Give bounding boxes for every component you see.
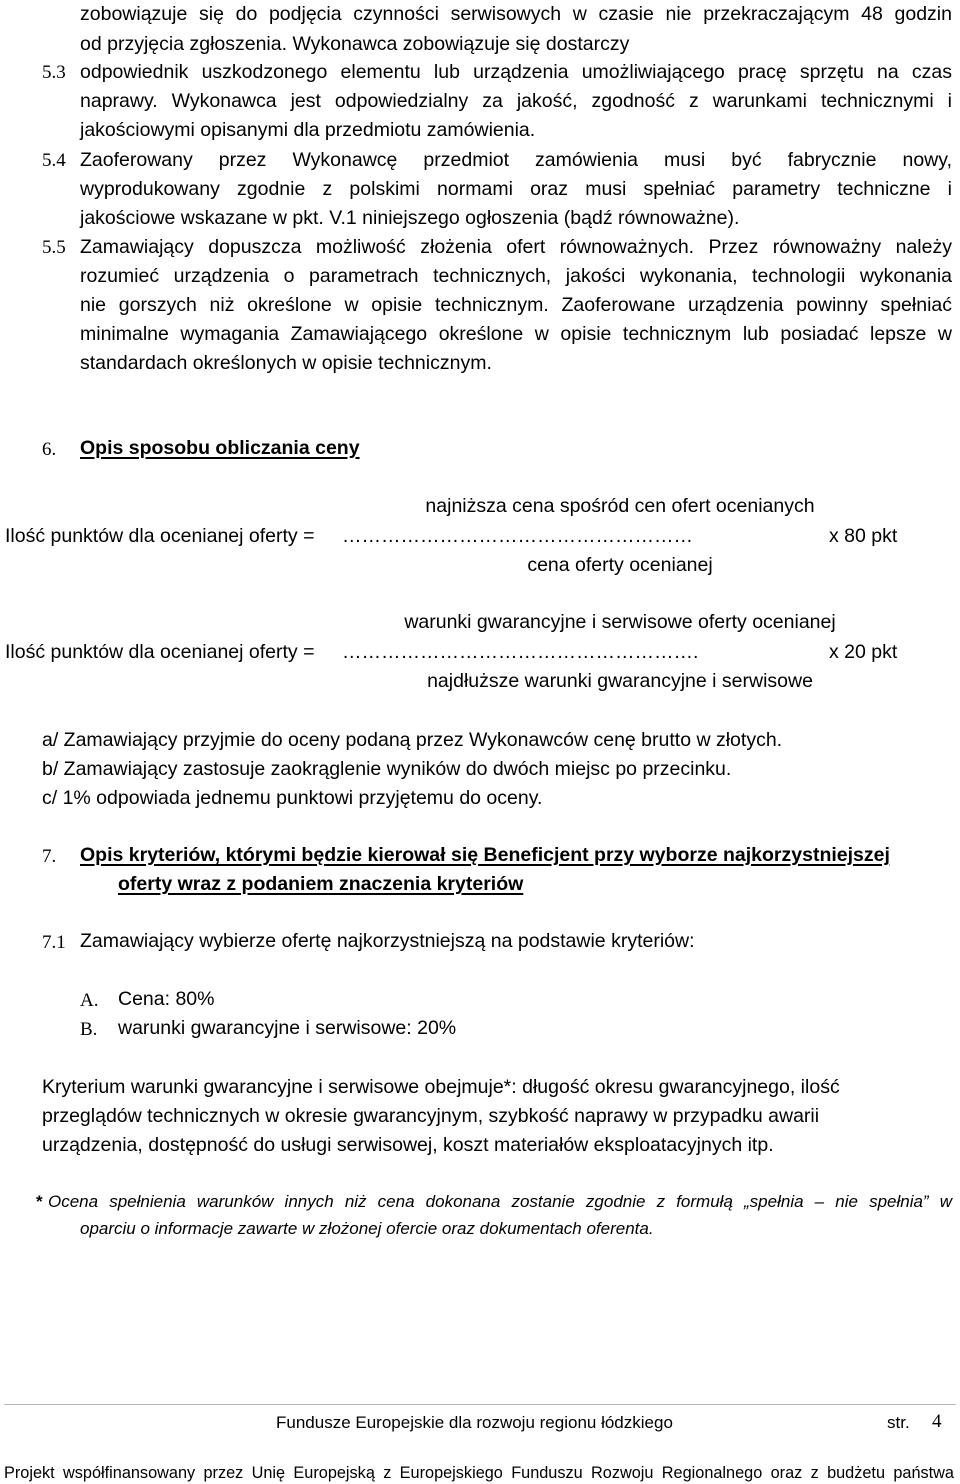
note-line: c/ 1% odpowiada jednemu punktowi przyjętemu do oceny.	[42, 787, 543, 809]
list-item: Cena: 80%	[118, 988, 215, 1010]
body-line: Zaoferowany przez Wykonawcę przedmiot zamówienia musi być fabrycznie nowy,	[80, 149, 952, 171]
item-number: 5.5	[42, 237, 66, 258]
body-line: minimalne wymagania Zamawiającego określone w opisie technicznym lub posiadać lepsze w	[80, 323, 952, 345]
list-letter: B.	[80, 1019, 98, 1040]
formula-label: Ilość punktów dla ocenianej oferty =	[5, 641, 315, 663]
body-line: rozumieć urządzenia o parametrach technicznych, jakości wykonania, technologii wykonania	[80, 265, 952, 287]
body-line: naprawy. Wykonawca jest odpowiedzialny za jakość, zgodność z warunkami technicznymi i	[80, 90, 952, 112]
body-line: jakościowymi opisanymi dla przedmiotu zamówienia.	[80, 119, 536, 141]
body-line: Kryterium warunki gwarancyjne i serwisowe obejmuje*: długość okresu gwarancyjnego, ilość	[42, 1076, 840, 1098]
list-item: warunki gwarancyjne i serwisowe: 20%	[118, 1017, 457, 1039]
body-line: nie gorszych niż określone w opisie technicznym. Zaoferowane urządzenia powinny spełniać	[80, 294, 952, 316]
section-title: Opis kryteriów, którymi będzie kierował się Beneficjent przy wyborze najkorzystniejszej	[80, 844, 890, 866]
list-letter: A.	[80, 990, 99, 1011]
formula-denominator: najdłuższe warunki gwarancyjne i serwisowe	[427, 670, 813, 692]
body-line: urządzenia, dostępność do usługi serwisowej, koszt materiałów eksploatacyjnych itp.	[42, 1134, 774, 1156]
body-line: standardach określonych w opisie technicznym.	[80, 352, 492, 374]
item-number: 5.4	[42, 150, 66, 171]
body-line: przeglądów technicznych w okresie gwarancyjnym, szybkość naprawy w przypadku awarii	[42, 1105, 820, 1127]
formula-numerator: warunki gwarancyjne i serwisowe oferty ocenianej	[404, 611, 836, 633]
formula-denominator: cena oferty ocenianej	[527, 554, 713, 576]
footer-funds: Fundusze Europejskie dla rozwoju regionu łódzkiego	[276, 1413, 673, 1432]
formula-numerator: najniższa cena spośród cen ofert ocenianych	[425, 495, 815, 517]
section-number: 6.	[42, 439, 57, 460]
page-number: 4	[932, 1411, 942, 1432]
page-label: str.	[887, 1413, 910, 1432]
section-title: oferty wraz z podaniem znaczenia kryteriów	[118, 873, 524, 895]
footer-project: Projekt współfinansowany przez Unię Europejską z Europejskiego Funduszu Rozwoju Regionalnego oraz z budżetu państwa	[4, 1464, 954, 1482]
footer-divider	[4, 1404, 956, 1405]
body-line: od przyjęcia zgłoszenia. Wykonawca zobowiązuje się dostarczy	[80, 33, 630, 55]
formula-label: Ilość punktów dla ocenianej oferty =	[5, 525, 315, 547]
footnote-star: *	[36, 1192, 43, 1211]
formula-dots: ……………………………………………….	[342, 641, 699, 663]
body-line: Zamawiający wybierze ofertę najkorzystniejszą na podstawie kryteriów:	[80, 930, 695, 952]
formula-multiplier: x 20 pkt	[829, 641, 898, 663]
body-line: zobowiązuje się do podjęcia czynności serwisowych w czasie nie przekraczającym 48 godzin	[80, 3, 952, 25]
body-line: Zamawiający dopuszcza możliwość złożenia ofert równoważnych. Przez równoważny należy	[80, 236, 952, 258]
note-line: a/ Zamawiający przyjmie do oceny podaną przez Wykonawców cenę brutto w złotych.	[42, 729, 783, 751]
item-number: 7.1	[42, 932, 66, 953]
note-line: b/ Zamawiający zastosuje zaokrąglenie wyników do dwóch miejsc po przecinku.	[42, 758, 732, 780]
footnote-line: Ocena spełnienia warunków innych niż cena dokonana zostanie zgodnie z formułą „spełnia – nie spełnia” w	[48, 1192, 952, 1211]
section-title: Opis sposobu obliczania ceny	[80, 437, 360, 459]
body-line: jakościowe wskazane w pkt. V.1 niniejszego ogłoszenia (bądź równoważne).	[80, 207, 740, 229]
body-line: odpowiednik uszkodzonego elementu lub urządzenia umożliwiającego pracę sprzętu na czas	[80, 61, 952, 83]
footnote-line: oparciu o informacje zawarte w złożonej ofercie oraz dokumentach oferenta.	[80, 1219, 654, 1238]
body-line: wyprodukowany zgodnie z polskimi normami oraz musi spełniać parametry techniczne i	[80, 178, 952, 200]
item-number: 5.3	[42, 62, 66, 83]
formula-multiplier: x 80 pkt	[829, 525, 898, 547]
formula-dots: ………………………………………………	[342, 525, 693, 547]
section-number: 7.	[42, 846, 57, 867]
